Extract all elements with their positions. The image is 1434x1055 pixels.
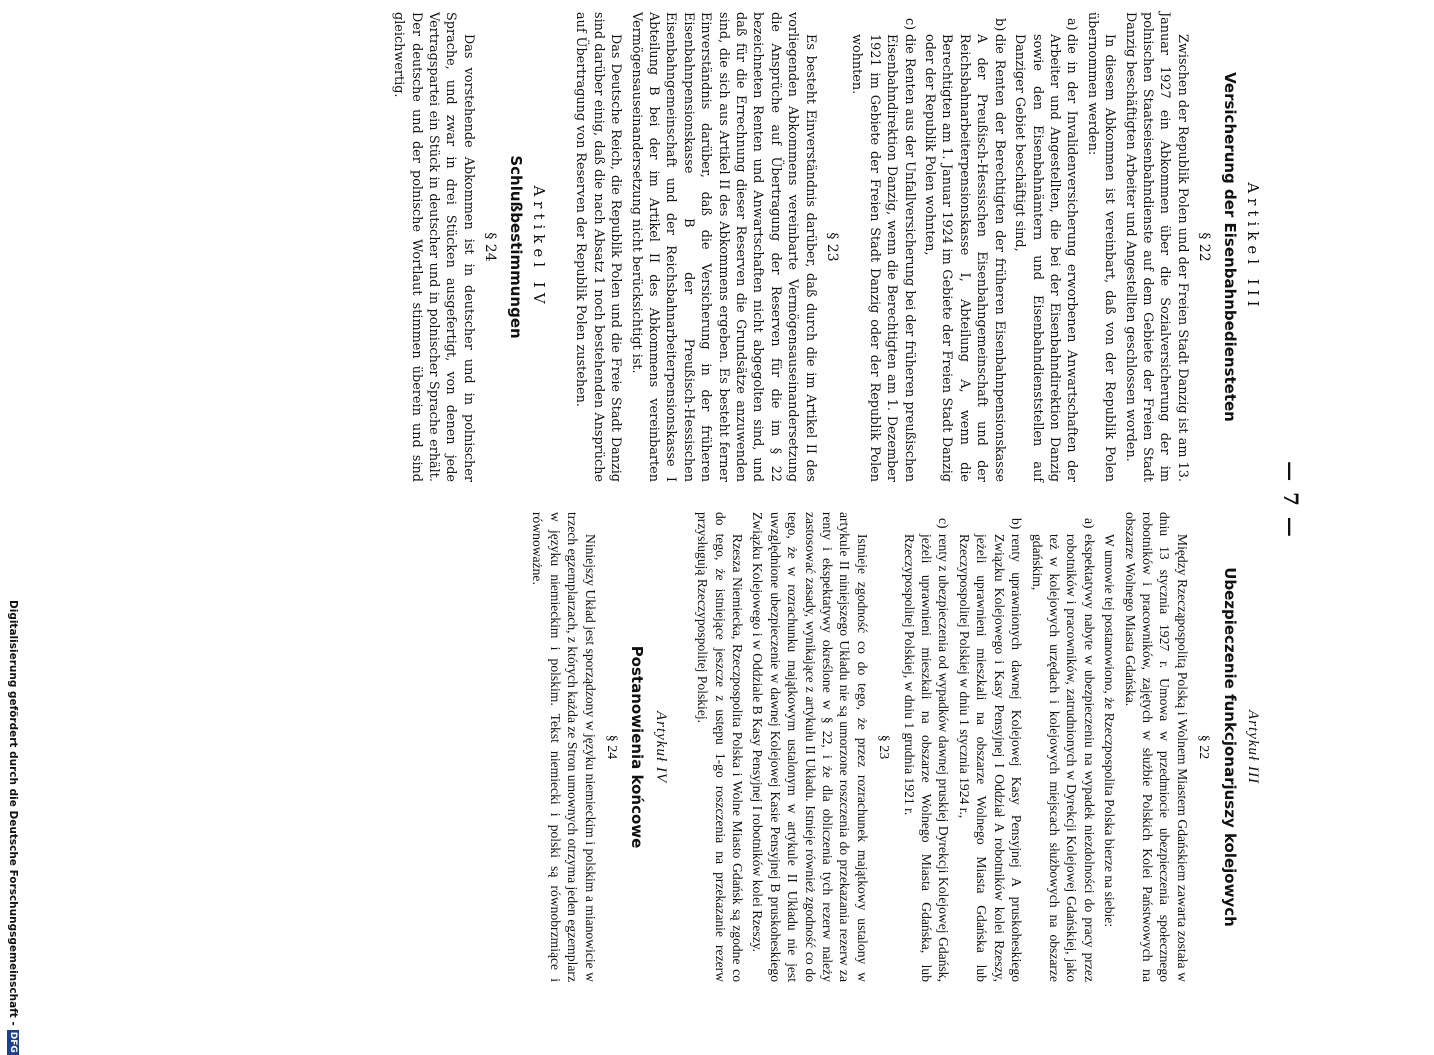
polish-column <box>526 512 1269 982</box>
section-23-paragraph-2: Das Deutsche Reich, die Republik Polen und die Freie Stadt Danzig sind darüber einig, daß die nach Absatz 1 noch bestehenden Ansprüche auf Übertragung von Reserven der Republik Polen zustehen. <box>573 12 624 482</box>
dfg-logo: DFG <box>8 1031 18 1053</box>
section-23-label: § 23 <box>824 232 841 262</box>
section-22-item-c <box>848 12 918 482</box>
item-label: b) <box>1009 518 1025 530</box>
section-23-paragraph-1: Istnieje zgodność co do tego, że przez rozrachunek majątkowy ustalony w artykule II niniejszego Układu nie są umorzone roszczenia do przekazania rezerw za renty i ekspektatywy określone w § 22, i że dla obliczenia tych rezerw należy zastosować zasady, wynikające z artykułu II Układu. Istnieje również zgodność co do tego, że w rozrachunku majątkowym ustalonym w artykule II Układu nie jest uwzględnione ubezpieczenie w dawnej Kolejowej Kasie Pensyjnej B pruskoheskiego Związku Kolejowego i w Oddziale B Kasy Pensyjnej I robotników kolei Rzeszy. <box>750 512 870 982</box>
article-3-title: Artykuł III <box>1245 710 1261 784</box>
item-label: c) <box>901 18 917 31</box>
article-3-heading: Versicherung der Eisenbahnbediensteten <box>1220 72 1239 422</box>
digitization-footer <box>0 0 28 1053</box>
item-text: renty uprawnionych dawnej Kolejowej Kasy Pensyjnej A pruskoheskiego Związku Kolejowego i Kasy Pensyjnej I Oddział A robotników kolei Rzeszy, jeżeli uprawnieni mieszkali na obszarze Wolnego Miasta Gdańska lub Rzeczypospolitej Polskiej w dniu 1 stycznia 1924 r., <box>956 534 1025 982</box>
section-22-label: § 22 <box>1196 232 1213 262</box>
section-22-paragraph-2: W umowie tej postanowiono, że Rzeczpospolita Polska bierze na siebie: <box>1102 534 1118 928</box>
item-label: a) <box>1081 518 1097 529</box>
section-24-paragraph-1: Das vorstehende Abkommen ist in deutscher und in polnischer Sprache, und zwar in drei Stücken ausgefertigt, von denen jede Vertragspartei ein Stück in deutscher und in polnischer Sprache erhält. Der deutsche und der polnische Wortlaut stimmen überein und sind gleichwertig. <box>391 12 476 482</box>
section-22-item-b <box>921 12 1008 482</box>
section-22-item-c <box>900 512 952 982</box>
item-label: c) <box>936 518 952 529</box>
section-22-item-a <box>1011 12 1081 482</box>
article-3-heading: Ubezpieczenie funkcjonarjuszy kolejowych <box>1220 567 1239 927</box>
section-22-paragraph-1: Między Rzecząpospolitą Polską i Wolnem Miastem Gdańskiem zawarta została w dniu 13 stycznia 1927 r. Umowa w przedmiocie ubezpieczenia społecznego robotników i pracowników, zajętych w służbie Polskich Kolei Państwowych na obszarze Wolnego Miasta Gdańska. <box>1122 512 1190 982</box>
item-text: die Renten aus der Unfallversicherung bei der früheren preußischen Eisenbahndirektion Danzig, wenn die Berechtigten am 1. Dezember 1921 im Gebiete der Freien Stadt Danzig oder der Republik Polen wohnten. <box>849 34 917 482</box>
section-23-paragraph-1: Es besteht Einverständnis darüber, daß durch die im Artikel II des vorliegenden Abkommens vereinbarte Vermögensauseinandersetzung die Ansprüche auf Übertragung der Reserven für die im § 22 bezeichneten Renten und Anwartschaften nicht abgegolten sind, und daß für die Errechnung dieser Reserven die Grundsätze anzuwenden sind, die sich aus Artikel II des Abkommens ergeben. Es besteht ferner Einverständnis darüber, daß die Versicherung in der früheren Eisenbahnpensionskasse B der Preußisch-Hessischen Eisenbahngemeinschaft und der Reichsbahnarbeiterpensionskasse I Abteilung B bei der im Artikel II des Abkommens vereinbarten Vermögensauseinandersetzung nicht berücksichtigt ist. <box>628 12 818 482</box>
article-4-heading: Schlußbestimmungen <box>506 155 525 339</box>
section-22-item-a <box>1028 512 1098 982</box>
section-23-paragraph-2: Rzesza Niemiecka, Rzeczpospolita Polska i Wolne Miasto Gdańsk są zgodne co do tego, że istniejące jeszcze z ustępu 1-go roszczenia na przekazanie rezerw przysługują Rzeczypospolitej Polskiej. <box>695 512 746 982</box>
item-text: ekspektatywy nabyte w ubezpieczeniu na wypadek niezdolności do pracy przez robotników i pracowników, zatrudnionych w Dyrekcji Kolejowej Gdańskiej, jako też w kolejowych urzędach i kolejowych miejscach służbowych na obszarze gdańskim, <box>1029 534 1097 982</box>
section-23-label: § 23 <box>876 734 892 760</box>
section-22-paragraph-1: Zwischen der Republik Polen und der Freien Stadt Danzig ist am 13. Januar 1927 ein Abkommen über die Sozialversicherung der im polnischen Staatseisenbahndienste auf dem Gebiete der Freien Stadt Danzig beschäftigten Arbeiter und Angestellten geschlossen worden. <box>1122 12 1190 482</box>
section-24-paragraph-1: Niniejszy Układ jest sporządzony w języku niemieckim i polskim a mianowicie w trzech egzemplarzach, z których każda ze Stron umownych otrzyma jeden egzemplarz w języku niemieckim i polskim. Tekst niemiecki i polski są równobrzmiące i równoważne. <box>530 512 598 982</box>
item-label: b) <box>991 18 1007 32</box>
section-24-label: § 24 <box>482 232 499 262</box>
document-page <box>117 0 1317 1000</box>
funding-notice: Digitalisierung gefördert durch die Deutsche Forschungsgemeinschaft - <box>7 600 19 1026</box>
article-4-title: Artikel IV <box>529 185 548 309</box>
article-4-heading: Postanowienia końcowe <box>628 645 647 849</box>
item-label: a) <box>1064 18 1080 31</box>
article-3-title: Artikel III <box>1244 182 1262 312</box>
article-4-title: Artykuł IV <box>652 710 669 784</box>
section-22-item-b <box>956 512 1026 982</box>
item-text: die in der Invalidenversicherung erworbenen Anwartschaften der Arbeiter und Angestellten, die bei der Eisenbahndirektion Danzig sowie den Eisenbahnämtern und Eisenbahndienststellen auf Danziger Gebiet beschäftigt sind, <box>1012 34 1080 482</box>
section-22-paragraph-2: In diesem Abkommen ist vereinbart, daß von der Republik Polen übernommen werden: <box>1084 12 1118 482</box>
german-column <box>387 12 1269 482</box>
item-text: renty z ubezpieczenia od wypadków dawnej pruskiej Dyrekcji Kolejowej Gdańsk, jeżeli uprawnieni mieszkali na obszarze Wolnego Miasta Gdańska, lub Rzeczypospolitej Polskiej, w dniu 1 grudnia 1921 r. <box>901 534 952 982</box>
section-24-label: § 24 <box>604 734 619 760</box>
item-text: die Renten der Berechtigten der früheren Eisenbahnpensionskasse A der Preußisch-Hessischen Eisenbahngemeinschaft und der Reichsbahnarbeiterpensionskasse I, Abteilung A, wenn die Berechtigten am 1. Januar 1924 im Gebiete der Freien Stadt Danzig oder der Republik Polen wohnten, <box>922 34 1007 482</box>
section-22-label: § 22 <box>1196 734 1212 760</box>
page-number: — 7 — <box>1279 461 1303 539</box>
